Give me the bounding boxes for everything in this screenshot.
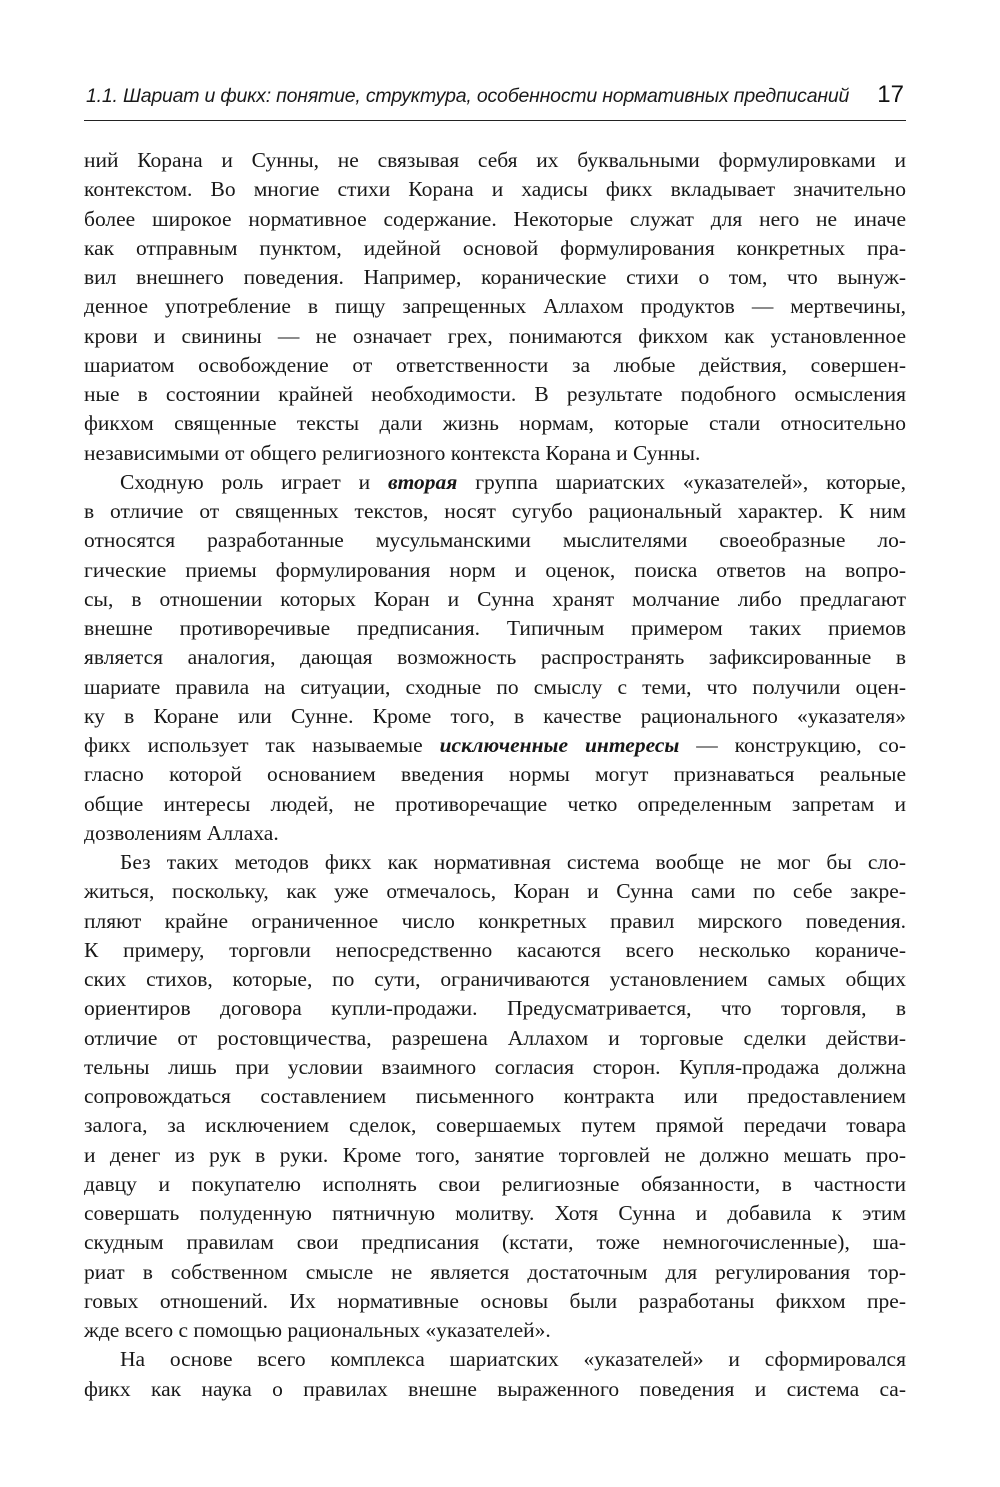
text-line — [84, 907, 906, 936]
text-line — [84, 146, 906, 175]
text-run: залога, за исключением сделок, совершаемых путем прямой передачи товара — [84, 1113, 906, 1138]
text-run: фикх использует так называемые — [84, 733, 440, 757]
text-run: более широкое нормативное содержание. Некоторые служат для него не иначе — [84, 206, 906, 231]
text-run: На основе всего комплекса шариатских «указателей» и сформировался — [120, 1347, 906, 1372]
text-line — [84, 497, 906, 526]
paragraph — [84, 1345, 906, 1404]
text-line — [84, 1375, 906, 1404]
text-run: гические приемы формулирования норм и оценок, поиска ответов на вопро- — [84, 557, 906, 582]
text-run: шариате правила на ситуации, сходные по смыслу с теми, что получили оцен- — [84, 674, 906, 699]
text-run: ских стихов, которые, по сути, ограничиваются установлением самых общих — [84, 967, 906, 991]
body-text — [84, 146, 906, 1404]
text-run: риат в собственном смысле не является достаточным для регулирования тор- — [84, 1259, 906, 1284]
text-line — [84, 702, 906, 731]
emphasized-term: вторая — [387, 469, 458, 494]
text-run: как отправным пунктом, идейной основой формулирования конкретных пра- — [84, 235, 906, 260]
text-run: внешне противоречивые предписания. Типичным примером таких приемов — [84, 616, 906, 640]
text-line — [84, 1228, 906, 1257]
text-line — [84, 556, 906, 585]
text-line — [84, 731, 906, 760]
text-run: общие интересы людей, не противоречащие четко определенным запретам и — [84, 791, 906, 816]
text-run: ку в Коране или Сунне. Кроме того, в качестве рационального «указателя» — [84, 703, 906, 728]
text-run: крови и свинины — не означает грех, понимаются фикхом как установленное — [84, 323, 906, 348]
text-line — [84, 1316, 906, 1345]
text-run: ные в состоянии крайней необходимости. В результате подобного осмысления — [84, 382, 906, 406]
text-line — [84, 1082, 906, 1111]
text-run: Без таких методов фикх как нормативная система вообще не мог бы сло- — [120, 850, 906, 874]
text-run: сы, в отношении которых Коран и Сунна хранят молчание либо предлагают — [84, 586, 906, 611]
text-line — [84, 234, 906, 263]
text-line — [84, 322, 906, 351]
text-run: и денег из рук в руки. Кроме того, занятие торговлей не должно мешать про- — [84, 1142, 906, 1167]
emphasized-term: исключенные интересы — [439, 733, 680, 757]
text-run: группа шариатских «указателей», которые, — [457, 469, 906, 494]
text-line — [84, 1141, 906, 1170]
text-run: независимыми от общего религиозного контекста Корана и Сунны. — [84, 440, 701, 465]
text-run: давцу и покупателю исполнять свои религиозные обязанности, в частности — [84, 1171, 906, 1196]
page-number: 17 — [877, 81, 904, 108]
text-line — [84, 439, 906, 468]
text-line — [84, 409, 906, 438]
running-header — [84, 80, 906, 121]
text-line — [84, 760, 906, 789]
text-run: фикх как наука о правилах внешне выраженного поведения и система са- — [84, 1376, 906, 1401]
text-line — [84, 351, 906, 380]
text-line — [84, 1345, 906, 1374]
text-line — [84, 1199, 906, 1228]
text-run: отличие от ростовщичества, разрешена Аллахом и торговые сделки действи- — [84, 1025, 906, 1050]
text-run: в отличие от священных текстов, носят сугубо рациональный характер. К ним — [84, 499, 906, 523]
text-line — [84, 1053, 906, 1082]
text-run: тельны лишь при условии взаимного согласия сторон. Купля-продажа должна — [84, 1054, 906, 1079]
text-line — [84, 205, 906, 234]
text-line — [84, 1258, 906, 1287]
text-run: К примеру, торговли непосредственно касаются всего несколько кораниче- — [84, 937, 906, 962]
text-run: совершать полуденную пятничную молитву. Хотя Сунна и добавила к этим — [84, 1201, 906, 1225]
text-line — [84, 614, 906, 643]
running-title: 1.1. Шариат и фикх: понятие, структура, особенности нормативных предписаний — [86, 85, 850, 107]
text-run: говых отношений. Их нормативные основы были разработаны фикхом пре- — [84, 1288, 906, 1313]
text-line — [84, 468, 906, 497]
text-line — [84, 1024, 906, 1053]
text-line — [84, 1111, 906, 1140]
text-run: фикхом священные тексты дали жизнь нормам, которые стали относительно — [84, 411, 906, 436]
text-run: сопровождаться составлением письменного контракта или предоставлением — [84, 1084, 906, 1108]
text-line — [84, 1170, 906, 1199]
text-line — [84, 994, 906, 1023]
text-line — [84, 292, 906, 321]
text-run: ориентиров договора купли-продажи. Предусматривается, что торговля, в — [84, 996, 906, 1021]
text-run: пляют крайне ограниченное число конкретных правил мирского поведения. — [84, 908, 906, 933]
text-line — [84, 790, 906, 819]
text-line — [84, 380, 906, 409]
text-line — [84, 526, 906, 555]
text-run: денное употребление в пищу запрещенных Аллахом продуктов — мертвечины, — [84, 294, 906, 319]
text-run: скудным правилам свои предписания (кстати, тоже немногочисленные), ша- — [84, 1230, 906, 1255]
paragraph — [84, 848, 906, 1345]
text-run: шариатом освобождение от ответственности за любые действия, совершен- — [84, 352, 906, 377]
text-run: ний Корана и Сунны, не связывая себя их буквальными формулировками и — [84, 148, 906, 172]
text-run: дозволениям Аллаха. — [84, 820, 279, 845]
text-run: — конструкцию, со- — [679, 733, 906, 757]
text-run: является аналогия, дающая возможность распространять зафиксированные в — [84, 645, 906, 670]
text-line — [84, 175, 906, 204]
text-run: относятся разработанные мусульманскими мыслителями своеобразные ло- — [84, 528, 906, 553]
text-line — [84, 965, 906, 994]
text-run: контекстом. Во многие стихи Корана и хадисы фикх вкладывает значительно — [84, 177, 906, 202]
text-line — [84, 585, 906, 614]
paragraph — [84, 146, 906, 468]
text-run: гласно которой основанием введения нормы могут признаваться реальные — [84, 762, 906, 787]
text-line — [84, 877, 906, 906]
text-run: Сходную роль играет и — [120, 469, 388, 494]
text-run: вил внешнего поведения. Например, коранические стихи о том, что вынуж- — [84, 265, 906, 289]
text-line — [84, 1287, 906, 1316]
text-line — [84, 673, 906, 702]
text-line — [84, 643, 906, 672]
text-run: жде всего с помощью рациональных «указателей». — [84, 1318, 551, 1342]
text-line — [84, 263, 906, 292]
paragraph — [84, 468, 906, 848]
text-run: житься, поскольку, как уже отмечалось, Коран и Сунна сами по себе закре- — [84, 879, 906, 904]
text-line — [84, 936, 906, 965]
text-line — [84, 848, 906, 877]
text-line — [84, 819, 906, 848]
